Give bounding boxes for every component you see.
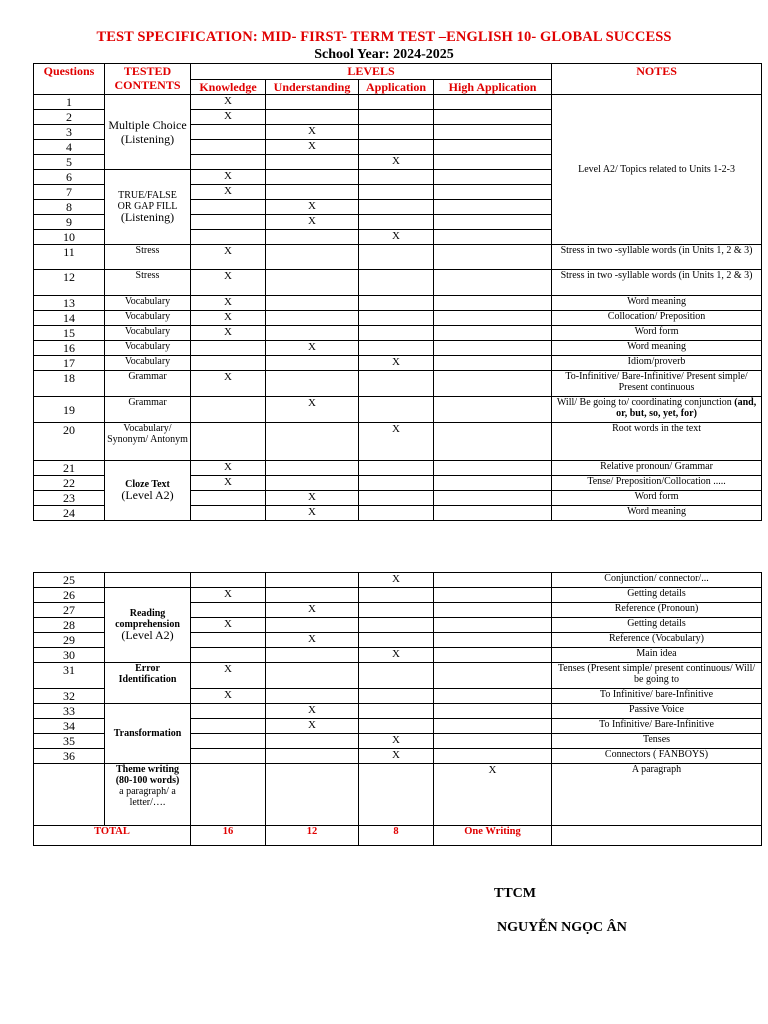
table-row: 19 Grammar X Will/ Be going to/ coordinating conjunction (and, or, but, so, yet, for) [34, 397, 762, 423]
level-mark: X [359, 230, 434, 245]
question-number: 14 [34, 311, 105, 326]
level-mark: X [191, 371, 266, 397]
content-reading: Reading comprehension (Level A2) [105, 588, 191, 663]
question-number: 18 [34, 371, 105, 397]
question-number: 25 [34, 573, 105, 588]
level-mark: X [191, 95, 266, 110]
header-notes: NOTES [552, 64, 762, 95]
question-number: 22 [34, 476, 105, 491]
level-mark: X [191, 476, 266, 491]
level-mark: X [359, 749, 434, 764]
table-row: 29 X Reference (Vocabulary) [34, 633, 762, 648]
question-number: 23 [34, 491, 105, 506]
table-row: 27 X Reference (Pronoun) [34, 603, 762, 618]
level-mark: X [191, 326, 266, 341]
document-title: TEST SPECIFICATION: MID- FIRST- TERM TEST –ENGLISH 10- GLOBAL SUCCESS [96, 29, 672, 45]
question-number: 17 [34, 356, 105, 371]
table-row: 20 Vocabulary/ Synonym/ Antonym X Root words in the text [34, 423, 762, 461]
level-mark: X [191, 588, 266, 603]
question-number: 20 [34, 423, 105, 461]
question-number: 2 [34, 110, 105, 125]
level-mark: X [266, 125, 359, 140]
question-number: 15 [34, 326, 105, 341]
question-number: 34 [34, 719, 105, 734]
question-number: 3 [34, 125, 105, 140]
question-number: 9 [34, 215, 105, 230]
school-year: School Year: 2024-2025 [314, 47, 454, 62]
question-number: 7 [34, 185, 105, 200]
table-row: 11 Stress X Stress in two -syllable words (in Units 1, 2 & 3) [34, 245, 762, 270]
question-number: 1 [34, 95, 105, 110]
level-mark: X [359, 648, 434, 663]
content-cloze-text: Cloze Text (Level A2) [105, 461, 191, 521]
content-multiple-choice: Multiple Choice (Listening) [105, 95, 191, 170]
header-tested-contents: TESTED CONTENTS [105, 64, 191, 95]
question-number: 35 [34, 734, 105, 749]
level-mark: X [191, 689, 266, 704]
question-number: 26 [34, 588, 105, 603]
spec-table-part-1 [33, 63, 762, 521]
header-high-application: High Application [434, 80, 552, 95]
total-high-application: One Writing [434, 826, 552, 846]
table-row: 24 X Word meaning [34, 506, 762, 521]
table-row: 23 X Word form [34, 491, 762, 506]
table-row: Theme writing (80-100 words) a paragraph/ a letter/…. X A paragraph [34, 764, 762, 826]
question-number: 36 [34, 749, 105, 764]
table-row: 36 X Connectors ( FANBOYS) [34, 749, 762, 764]
table-row: 15 Vocabulary X Word form [34, 326, 762, 341]
level-mark: X [266, 506, 359, 521]
total-understanding: 12 [266, 826, 359, 846]
table-row: 28 X Getting details [34, 618, 762, 633]
total-knowledge: 16 [191, 826, 266, 846]
header-application: Application [359, 80, 434, 95]
table-row: 14 Vocabulary X Collocation/ Preposition [34, 311, 762, 326]
table-row: 34 X To Infinitive/ Bare-Infinitive [34, 719, 762, 734]
level-mark: X [434, 764, 552, 826]
level-mark: X [266, 633, 359, 648]
table-row: 13 Vocabulary X Word meaning [34, 296, 762, 311]
question-number: 19 [34, 397, 105, 423]
header-levels: LEVELS [191, 64, 552, 80]
table-row: 22 X Tense/ Preposition/Collocation ..... [34, 476, 762, 491]
total-row [34, 826, 762, 846]
level-mark: X [266, 215, 359, 230]
total-application: 8 [359, 826, 434, 846]
question-number: 5 [34, 155, 105, 170]
table-row: 31 Error Identification X Tenses (Present simple/ present continuous/ Will/ be going to [34, 663, 762, 689]
question-number: 31 [34, 663, 105, 689]
signature-role: TTCM [494, 886, 536, 901]
level-mark: X [359, 734, 434, 749]
question-number: 13 [34, 296, 105, 311]
level-mark: X [191, 245, 266, 270]
question-number: 28 [34, 618, 105, 633]
level-mark: X [266, 603, 359, 618]
level-mark: X [359, 155, 434, 170]
level-mark: X [191, 296, 266, 311]
spec-table-part-2 [33, 572, 762, 846]
level-mark: X [266, 704, 359, 719]
level-mark: X [359, 356, 434, 371]
level-mark: X [191, 185, 266, 200]
table-row: 30 X Main idea [34, 648, 762, 663]
table-row [34, 95, 762, 110]
level-mark: X [266, 397, 359, 423]
question-number: 21 [34, 461, 105, 476]
level-mark: X [266, 140, 359, 155]
level-mark: X [191, 170, 266, 185]
table-row: 12 Stress X Stress in two -syllable words (in Units 1, 2 & 3) [34, 270, 762, 296]
question-number: 6 [34, 170, 105, 185]
question-number: 16 [34, 341, 105, 356]
level-mark: X [191, 311, 266, 326]
table-row: 18 Grammar X To-Infinitive/ Bare-Infinitive/ Present simple/ Present continuous [34, 371, 762, 397]
level-mark: X [359, 573, 434, 588]
question-number: 30 [34, 648, 105, 663]
question-number: 32 [34, 689, 105, 704]
question-number: 8 [34, 200, 105, 215]
content-error-identification: Error Identification [105, 663, 191, 704]
level-mark: X [359, 423, 434, 461]
table-row: 21 Cloze Text (Level A2) X Relative pronoun/ Grammar [34, 461, 762, 476]
signature-name: NGUYỄN NGỌC ÂN [497, 920, 627, 935]
table-row: 25 X Conjunction/ connector/... [34, 573, 762, 588]
level-mark: X [266, 200, 359, 215]
question-number: 33 [34, 704, 105, 719]
level-mark: X [266, 341, 359, 356]
level-mark: X [266, 719, 359, 734]
question-number: 11 [34, 245, 105, 270]
header-questions: Questions [34, 64, 105, 95]
table-row: 17 Vocabulary X Idiom/proverb [34, 356, 762, 371]
level-mark: X [266, 491, 359, 506]
level-mark: X [191, 663, 266, 689]
question-number: 10 [34, 230, 105, 245]
table-row: 35 X Tenses [34, 734, 762, 749]
table-row: 32 X To Infinitive/ bare-Infinitive [34, 689, 762, 704]
level-mark: X [191, 461, 266, 476]
table-row: 26 Reading comprehension (Level A2) X Getting details [34, 588, 762, 603]
level-mark: X [191, 618, 266, 633]
header-knowledge: Knowledge [191, 80, 266, 95]
question-number: 27 [34, 603, 105, 618]
table-row: 33 Transformation X Passive Voice [34, 704, 762, 719]
question-number: 29 [34, 633, 105, 648]
content-true-false: TRUE/FALSE OR GAP FILL (Listening) [105, 170, 191, 245]
level-mark: X [191, 270, 266, 296]
table-row: 16 Vocabulary X Word meaning [34, 341, 762, 356]
header-understanding: Understanding [266, 80, 359, 95]
note-listening: Level A2/ Topics related to Units 1-2-3 [552, 95, 762, 245]
question-number: 24 [34, 506, 105, 521]
level-mark: X [191, 110, 266, 125]
question-number: 4 [34, 140, 105, 155]
content-theme-writing: Theme writing (80-100 words) a paragraph/ a letter/…. [105, 764, 191, 826]
total-label: TOTAL [34, 826, 191, 846]
question-number: 12 [34, 270, 105, 296]
content-transformation: Transformation [105, 704, 191, 764]
